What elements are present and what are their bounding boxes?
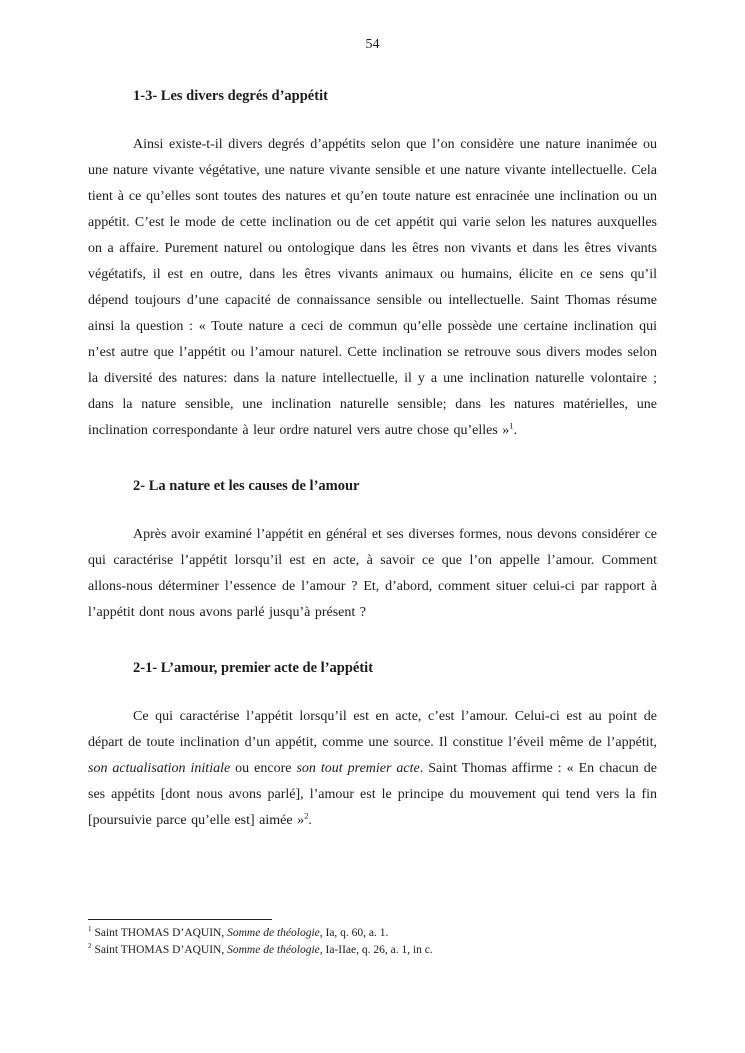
section-heading-2-1-premier-acte: 2-1- L’amour, premier acte de l’appétit	[133, 660, 374, 676]
paragraph-premier-acte: Ce qui caractérise l’appétit lorsqu’il est en acte, c’est l’amour. Celui-ci est au point de départ de toute inclination d’un appétit, comme une source. Il constitue l’éveil même de l’appétit, son actualisation initiale ou encore son tout premier acte. Saint Thomas affirme : « En chacun de ses appétits [dont nous avons parlé], l’amour est le principe du mouvement qui tend vers la fin [poursuivie parce qu’elle est] aimée »$^2$.	[88, 709, 657, 828]
section-heading-1-3-divers-degres: 1-3- Les divers degrés d’appétit	[133, 88, 328, 104]
footnote-1: $^1$ Saint THOMAS D’AQUIN, Somme de théologie, Ia, q. 60, a. 1.	[88, 925, 389, 939]
footnotes-block	[88, 919, 657, 958]
paragraph-divers-degres: Ainsi existe-t-il divers degrés d’appétits selon que l’on considère une nature inanimée ou une nature vivante végétative, une nature vivante sensible et une nature vivante intellectuelle. Cela tient à ce qu’elles sont toutes des natures et qu’en toute nature est enracinée une inclination ou un appétit. C’est le mode de cette inclination ou de cet appétit qui varie selon les natures auxquelles on a affaire. Purement naturel ou ontologique dans les êtres non vivants et dans les êtres vivants végétatifs, il est en outre, dans les êtres vivants animaux ou humains, élicite en ce sens qu’il dépend toujours d’une capacité de connaissance sensible ou intellectuelle. Saint Thomas résume ainsi la question : « Toute nature a ceci de commun qu’elle possède une certaine inclination qui n’est autre que l’appétit ou l’amour naturel. Cette inclination se retrouve sous divers modes selon la diversité des natures: dans la nature intellectuelle, il y a une inclination naturelle volontaire ; dans la nature sensible, une inclination naturelle sensible; dans les natures matérielles, une inclination correspondante à leur ordre naturel vers autre chose qu’elles »$^1$.	[88, 137, 657, 438]
footnote-separator-rule	[88, 919, 272, 920]
footnote-2: $^2$ Saint THOMAS D’AQUIN, Somme de théologie, Ia-IIae, q. 26, a. 1, in c.	[88, 941, 433, 956]
section-heading-2-nature-causes: 2- La nature et les causes de l’amour	[133, 478, 360, 494]
paragraph-nature-causes: Après avoir examiné l’appétit en général et ses diverses formes, nous devons considérer ce qui caractérise l’appétit lorsqu’il est en acte, à savoir ce que l’on appelle l’amour. Comment allons-nous déterminer l’essence de l’amour ? Et, d’abord, comment situer celui-ci par rapport à l’appétit dont nous avons parlé jusqu’à présent ?	[88, 527, 657, 620]
page-number: 54	[365, 37, 380, 52]
